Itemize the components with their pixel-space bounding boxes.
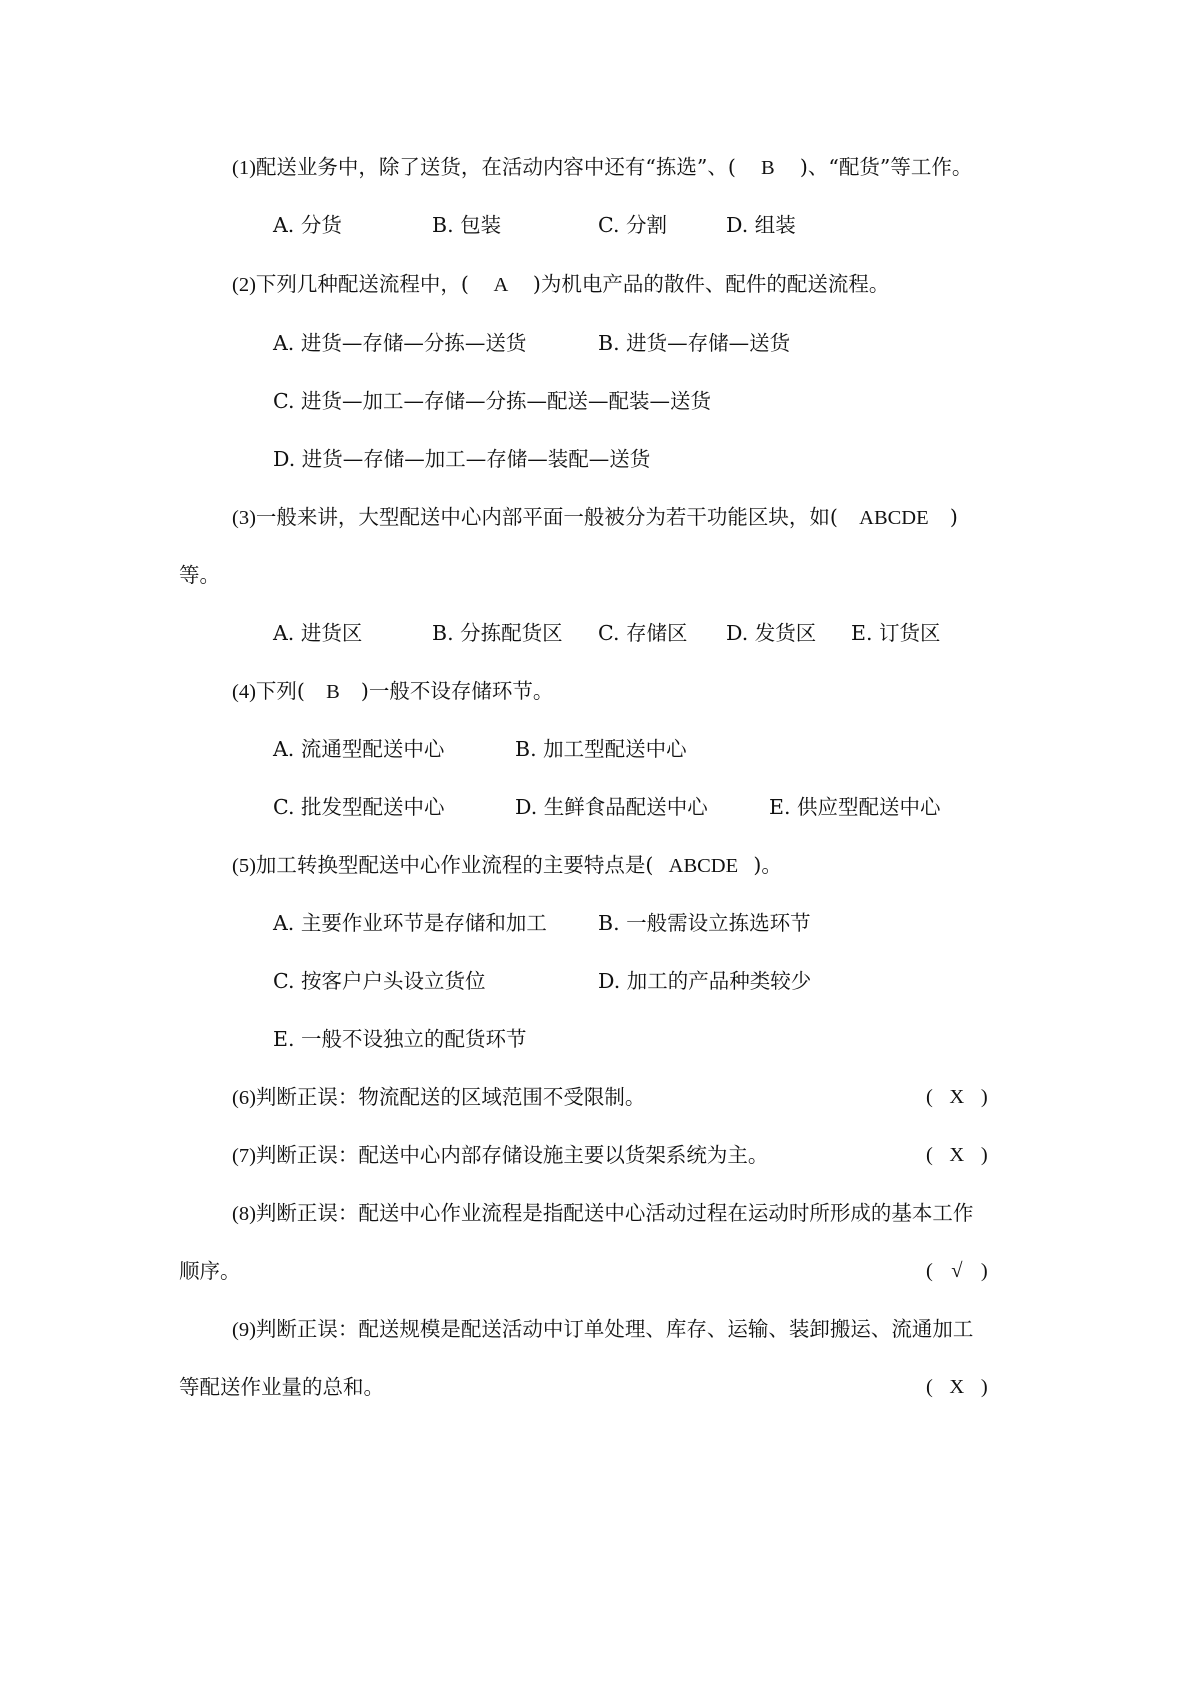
question-text-end: )一般不设存储环节。 [360,679,554,703]
question-1 [232,152,1191,183]
question-number: (4) [232,681,256,703]
question-text: 配送业务中，除了送货，在活动内容中还有“拣选”、( [255,155,736,179]
question-number: (9) [232,1319,256,1341]
paren-close: ) [980,1144,988,1166]
paren-open: ( [926,1144,933,1166]
question-8 [232,1198,1191,1229]
option-d: D. 加工的产品种类较少 [598,969,812,993]
question-number: (7) [232,1145,256,1167]
question-text: 下列几种配送流程中，( [255,272,469,296]
question-number: (3) [232,507,256,529]
answer-blank: A [493,274,509,296]
option-a: A. 进货—存储—分拣—送货 [273,331,527,355]
question-text: 加工转换型配送中心作业流程的主要特点是( [255,853,654,877]
option-b: B. 进货—存储—送货 [598,331,791,355]
option-c: C. 按客户户头设立货位 [273,969,486,993]
paren-open: ( [926,1376,933,1398]
question-text: 判断正误：配送中心作业流程是指配送中心活动过程在运动时所形成的基本工作 [255,1201,974,1225]
answer-blank: B [761,157,775,179]
question-text: 判断正误：物流配送的区域范围不受限制。 [255,1085,646,1109]
option-d: D. 进货—存储—加工—存储—装配—送货 [273,447,651,471]
option-a: A. 流通型配送中心 [273,737,445,761]
question-8-continuation: 顺序。 [179,1259,241,1283]
option-d: D. 生鲜食品配送中心 [515,795,708,819]
option-b: B. 分拣配货区 [432,621,563,645]
answer-blank: ABCDE [859,507,929,529]
question-3-continuation: 等。 [179,563,220,587]
judgement-answer [926,1256,1006,1286]
answer-mark: X [949,1086,965,1108]
paren-close: ) [980,1086,988,1108]
answer-mark: X [949,1144,965,1166]
option-a: A. 主要作业环节是存储和加工 [273,911,547,935]
question-text-end: )、“配货”等工作。 [799,155,973,179]
option-c: C. 分割 [598,213,667,237]
answer-mark: X [949,1376,965,1398]
question-6 [232,1082,1191,1113]
question-4 [232,676,1191,707]
question-5 [232,850,1191,881]
answer-blank: B [326,681,340,703]
option-c: C. 存储区 [598,621,688,645]
question-text-end: ) [949,505,958,529]
paren-open: ( [926,1260,933,1282]
question-number: (6) [232,1087,256,1109]
option-d: D. 组装 [726,213,796,237]
option-b: B. 一般需设立拣选环节 [598,911,811,935]
paren-open: ( [926,1086,933,1108]
option-c: C. 进货—加工—存储—分拣—配送—配装—送货 [273,389,711,413]
question-9 [232,1314,1191,1345]
paren-close: ) [980,1260,988,1282]
question-number: (5) [232,855,256,877]
option-e: E. 供应型配送中心 [769,795,941,819]
option-d: D. 发货区 [726,621,817,645]
judgement-answer [926,1372,1006,1402]
question-text: 判断正误：配送中心内部存储设施主要以货架系统为主。 [255,1143,769,1167]
question-9-continuation: 等配送作业量的总和。 [179,1375,384,1399]
question-3 [232,502,1191,533]
question-7 [232,1140,1191,1171]
question-number: (2) [232,274,256,296]
answer-blank: ABCDE [668,855,739,877]
option-b: B. 包装 [432,213,502,237]
answer-mark: √ [951,1260,963,1282]
question-text: 下列( [255,679,305,703]
option-a: A. 进货区 [273,621,363,645]
question-text-end: )为机电产品的散件、配件的配送流程。 [532,272,890,296]
question-number: (8) [232,1203,256,1225]
option-b: B. 加工型配送中心 [515,737,687,761]
question-text: 判断正误：配送规模是配送活动中订单处理、库存、运输、装卸搬运、流通加工 [255,1317,974,1341]
question-number: (1) [232,157,256,179]
question-text-end: )。 [753,853,782,877]
question-2 [232,269,1191,300]
judgement-answer [926,1140,1006,1170]
option-a: A. 分货 [273,213,342,237]
option-e: E. 订货区 [851,621,941,645]
paren-close: ) [980,1376,988,1398]
option-e: E. 一般不设独立的配货环节 [273,1027,527,1051]
question-text: 一般来讲，大型配送中心内部平面一般被分为若干功能区块，如( [255,505,838,529]
option-c: C. 批发型配送中心 [273,795,445,819]
judgement-answer [926,1082,1006,1112]
